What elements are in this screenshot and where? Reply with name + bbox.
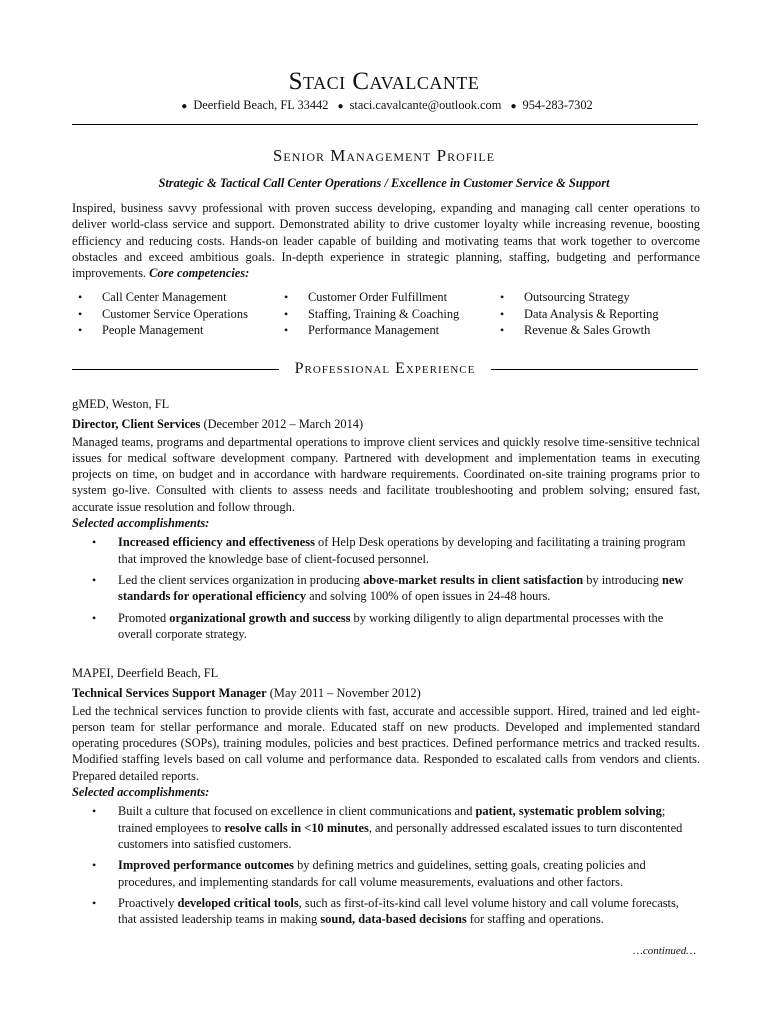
- competencies-column-3: [494, 289, 700, 339]
- job-dates: (May 2011 – November 2012): [269, 686, 421, 701]
- job-dates: (December 2012 – March 2014): [203, 417, 364, 432]
- job-entry-gmed: [72, 396, 700, 647]
- accomplishment-highlight: Increased efficiency and effectiveness: [118, 535, 315, 550]
- accomplishment-highlight: developed critical tools: [177, 895, 299, 910]
- summary-text: Inspired, business savvy professional with proven success developing, expanding and managing call center operations to deliver world-class service and support. Demonstrated ability to drive customer loyalty while increasing revenue, boosting efficiency and reducing costs. Hands-on leader capable of building and motivating teams that work together to overcome obstacles and exceed ambitious goals. In-depth experience in strategic planning, staffing, budgeting and performance improvements.: [72, 201, 700, 281]
- accomplishment-text: , such as first-of-its-kind call level volume history and call volume forecasts, that assisted leadership teams in making: [118, 895, 679, 927]
- profile-subtitle: Strategic & Tactical Call Center Operations / Excellence in Customer Service & Support: [158, 176, 610, 190]
- accomplishment-text: by defining metrics and guidelines, setting goals, creating policies and procedures, and implementing standards for call volume measurements, evaluations and other factors.: [118, 858, 646, 889]
- competencies-label: Core competencies:: [149, 266, 250, 281]
- accomplishments-label: Selected accomplishments:: [72, 785, 210, 800]
- competency-item: • Revenue & Sales Growth: [494, 322, 700, 339]
- job-company: MAPEI, Deerfield Beach, FL: [72, 666, 219, 680]
- job-description: Managed teams, programs and departmental operations to improve client services and quickly resolve time-sensitive technical issues for medical software development company. Partnered with development and implementation teams in executing projects on time, on budget and in accordance with hardware requirements. Coordinated on-site training programs prior to system go-live. Consulted with clients to assess needs and facilitate troubleshooting and problem solving; ensured fast, accurate issue resolution and follow through.: [72, 434, 700, 514]
- competency-item: • Data Analysis & Reporting: [494, 306, 700, 323]
- accomplishment-item: [72, 610, 700, 643]
- competencies-column-1: [72, 289, 278, 339]
- job-title-line: [72, 416, 700, 432]
- competencies-column-2: [278, 289, 494, 339]
- accomplishment-text: Promoted: [118, 610, 170, 625]
- accomplishment-item: [72, 895, 700, 928]
- contact-line: [0, 97, 768, 115]
- competency-item: • Performance Management: [278, 322, 494, 339]
- accomplishment-highlight: sound, data-based decisions: [320, 912, 467, 927]
- header-divider: [72, 124, 698, 125]
- competency-item: • Customer Order Fulfillment: [278, 289, 494, 306]
- accomplishment-highlight: Improved performance outcomes: [118, 858, 294, 873]
- accomplishment-text: Led the client services organization in producing: [118, 572, 364, 587]
- accomplishments-list: [72, 534, 700, 642]
- accomplishment-highlight: new standards for operational efficiency: [118, 572, 684, 604]
- accomplishment-item: [72, 534, 700, 567]
- accomplishment-text: ; trained employees to: [118, 804, 666, 835]
- job-entry-mapei: [72, 665, 700, 932]
- job-description: Led the technical services function to provide clients with fast, accurate and accessible support. Hired, trained and led eight-person team for stellar performance and morale. Educated staff on new products. Developed and implemented standard operating procedures (SOPs), training modules, policies and best practices. Defined performance metrics and tracked results. Modified staffing levels based on call volume and performance data. Responded to escalated calls from vendors and clients. Prepared detailed reports.: [72, 703, 700, 783]
- experience-heading-text: Professional Experience: [294, 359, 476, 377]
- competencies-grid: [72, 289, 700, 339]
- accomplishments-label: Selected accomplishments:: [72, 516, 210, 531]
- accomplishment-item: [72, 572, 700, 605]
- accomplishment-text: Proactively: [118, 895, 178, 910]
- candidate-name: Staci Cavalcante: [288, 68, 480, 95]
- section-divider-left: [72, 369, 279, 370]
- bullet-icon: ●: [337, 101, 344, 112]
- job-title-line: [72, 685, 700, 701]
- accomplishments-list: [72, 803, 700, 927]
- accomplishment-text: of Help Desk operations by developing and facilitating a training program that improved the knowledge base of client-focused personnel.: [118, 535, 686, 566]
- accomplishment-item: [72, 803, 700, 852]
- competency-item: • Customer Service Operations: [72, 306, 278, 323]
- accomplishment-text: by working diligently to align departmental processes with the overall corporate strategy.: [118, 610, 664, 641]
- job-title: Director, Client Services: [72, 417, 201, 432]
- accomplishment-highlight: patient, systematic problem solving: [475, 804, 662, 819]
- experience-section-heading: [72, 358, 698, 380]
- accomplishment-highlight: organizational growth and success: [169, 610, 351, 625]
- accomplishment-text: and solving 100% of open issues in 24-48 hours.: [306, 589, 551, 604]
- phone-text: 954-283-7302: [522, 98, 593, 112]
- job-company: gMED, Weston, FL: [72, 397, 170, 411]
- bullet-icon: ●: [510, 101, 517, 112]
- profile-heading: Senior Management Profile: [272, 146, 496, 165]
- accomplishment-text: , and personally addressed escalated issues to turn discontented customers into satisfied customers.: [118, 820, 683, 851]
- accomplishment-text: Built a culture that focused on excellence in client communications and: [118, 804, 476, 819]
- competency-item: • Call Center Management: [72, 289, 278, 306]
- accomplishment-text: for staffing and operations.: [466, 912, 604, 927]
- accomplishment-item: [72, 857, 700, 890]
- profile-summary: [72, 200, 700, 281]
- section-divider-right: [491, 369, 698, 370]
- accomplishment-highlight: resolve calls in <10 minutes: [224, 820, 369, 835]
- accomplishment-text: by introducing: [583, 572, 662, 587]
- bullet-icon: ●: [181, 101, 188, 112]
- competency-item: • Staffing, Training & Coaching: [278, 306, 494, 323]
- continued-note: …continued…: [633, 945, 696, 957]
- accomplishment-highlight: above-market results in client satisfaction: [363, 572, 584, 587]
- competency-item: • Outsourcing Strategy: [494, 289, 700, 306]
- job-title: Technical Services Support Manager: [72, 686, 267, 701]
- competency-item: • People Management: [72, 322, 278, 339]
- email-link[interactable]: staci.cavalcante@outlook.com: [349, 98, 502, 112]
- location-text: Deerfield Beach, FL 33442: [193, 98, 329, 112]
